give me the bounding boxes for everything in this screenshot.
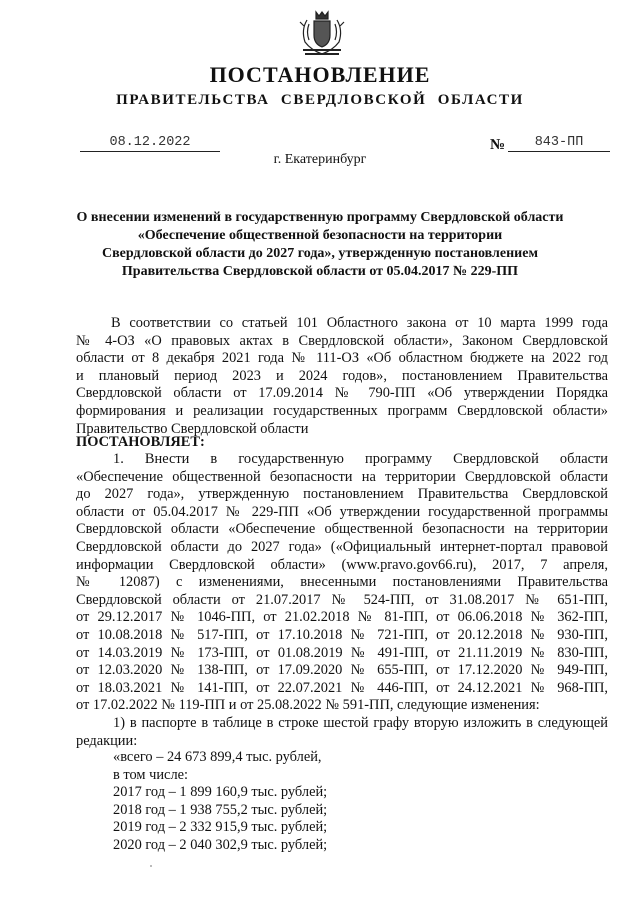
text-line: от 14.03.2019 № 173-ПП, от 01.08.2019 № 491-ПП, от 21.11.2019 № 830-ПП, bbox=[76, 644, 608, 661]
text-line: 2019 год – 2 332 915,9 тыс. рублей; bbox=[113, 819, 328, 836]
city-line: г. Екатеринбург bbox=[273, 152, 367, 167]
text-line: «всего – 24 673 899,4 тыс. рублей, bbox=[113, 749, 322, 765]
text-line: № 4-ОЗ «О правовых актах в Свердловской области», Законом Свердловской bbox=[76, 332, 608, 349]
text-line: Свердловской области «Обеспечение общественной безопасности на территории bbox=[76, 521, 608, 538]
text-line: от 18.03.2021 № 141-ПП, от 22.07.2021 № 446-ПП, от 24.12.2021 № 968-ПП, bbox=[76, 679, 608, 696]
subject-line: Свердловской области до 2027 года», утвержденную постановлением bbox=[102, 246, 538, 261]
text-line: формирования и реализации государственных программ Свердловской области» bbox=[76, 402, 608, 419]
number-sign: № bbox=[490, 137, 506, 153]
preamble-paragraph bbox=[76, 315, 608, 438]
text-line: в том числе: bbox=[113, 766, 189, 783]
text-line: «Обеспечение общественной безопасности на территории Свердловской области bbox=[76, 468, 608, 485]
decree-word: ПОСТАНОВЛЯЕТ: bbox=[76, 434, 205, 450]
text-line: В соответствии со статьей 101 Областного закона от 10 марта 1999 года bbox=[111, 315, 608, 331]
document-number: 843-ПП bbox=[508, 135, 610, 152]
subitem-1-paragraph bbox=[76, 715, 608, 750]
text-line: информации Свердловской области» (www.pravo.gov66.ru), 2017, 7 апреля, bbox=[76, 556, 608, 573]
coat-of-arms-emblem bbox=[297, 10, 347, 58]
text-line: области от 8 декабря 2021 года № 111-ОЗ «Об областном бюджете на 2022 год bbox=[76, 350, 608, 367]
subject-line: Правительства Свердловской области от 05.04.2017 № 229-ПП bbox=[121, 264, 519, 279]
document-subject bbox=[60, 209, 580, 281]
item-1-paragraph bbox=[76, 451, 608, 715]
text-line: 2017 год – 1 899 160,9 тыс. рублей; bbox=[113, 784, 328, 801]
text-line: от 12.03.2020 № 138-ПП, от 17.09.2020 № 655-ПП, от 17.12.2020 № 949-ПП, bbox=[76, 662, 608, 679]
text-line: Свердловской области до 2027 года» («Официальный интернет-портал правовой bbox=[76, 538, 608, 555]
text-line: Свердловской области от 21.07.2017 № 524-ПП, от 31.08.2017 № 651-ПП, bbox=[76, 591, 608, 608]
text-line: Правительство Свердловской области bbox=[76, 420, 309, 437]
text-line: 1. Внести в государственную программу Свердловской области bbox=[113, 451, 608, 467]
text-line: от 17.02.2022 № 119-ПП и от 25.08.2022 № 591-ПП, следующие изменения: bbox=[76, 697, 540, 714]
text-line: и плановый период 2023 и 2024 годов», постановлением Правительства bbox=[76, 367, 608, 384]
text-line: от 29.12.2017 № 1046-ПП, от 21.02.2018 № 81-ПП, от 06.06.2018 № 362-ПП, bbox=[76, 609, 608, 626]
text-line: до 2027 года», утвержденную постановлением Правительства Свердловской bbox=[76, 486, 608, 503]
text-line: № 12087) с изменениями, внесенными постановлениями Правительства bbox=[76, 574, 608, 591]
document-date: 08.12.2022 bbox=[80, 135, 220, 152]
text-line: от 10.08.2018 № 517-ПП, от 17.10.2018 № 721-ПП, от 20.12.2018 № 930-ПП, bbox=[76, 626, 608, 643]
scan-speck bbox=[150, 865, 152, 867]
document-title: ПОСТАНОВЛЕНИЕ bbox=[209, 62, 431, 87]
subject-line: «Обеспечение общественной безопасности на территории bbox=[137, 228, 503, 243]
text-line: редакции: bbox=[76, 732, 138, 749]
budget-quote bbox=[76, 749, 327, 855]
text-line: 2020 год – 2 040 302,9 тыс. рублей; bbox=[113, 836, 328, 853]
text-line: 2018 год – 1 938 755,2 тыс. рублей; bbox=[113, 801, 328, 818]
text-line: 1) в паспорте в таблице в строке шестой графу вторую изложить в следующей bbox=[113, 715, 608, 731]
text-line: области от 05.04.2017 № 229-ПП «Об утверждении государственной программы bbox=[76, 503, 608, 520]
issuing-authority: ПРАВИТЕЛЬСТВА СВЕРДЛОВСКОЙ ОБЛАСТИ bbox=[116, 92, 524, 108]
subject-line: О внесении изменений в государственную программу Свердловской области bbox=[76, 210, 564, 225]
text-line: Свердловской области от 17.09.2014 № 790-ПП «Об утверждении Порядка bbox=[76, 385, 608, 402]
